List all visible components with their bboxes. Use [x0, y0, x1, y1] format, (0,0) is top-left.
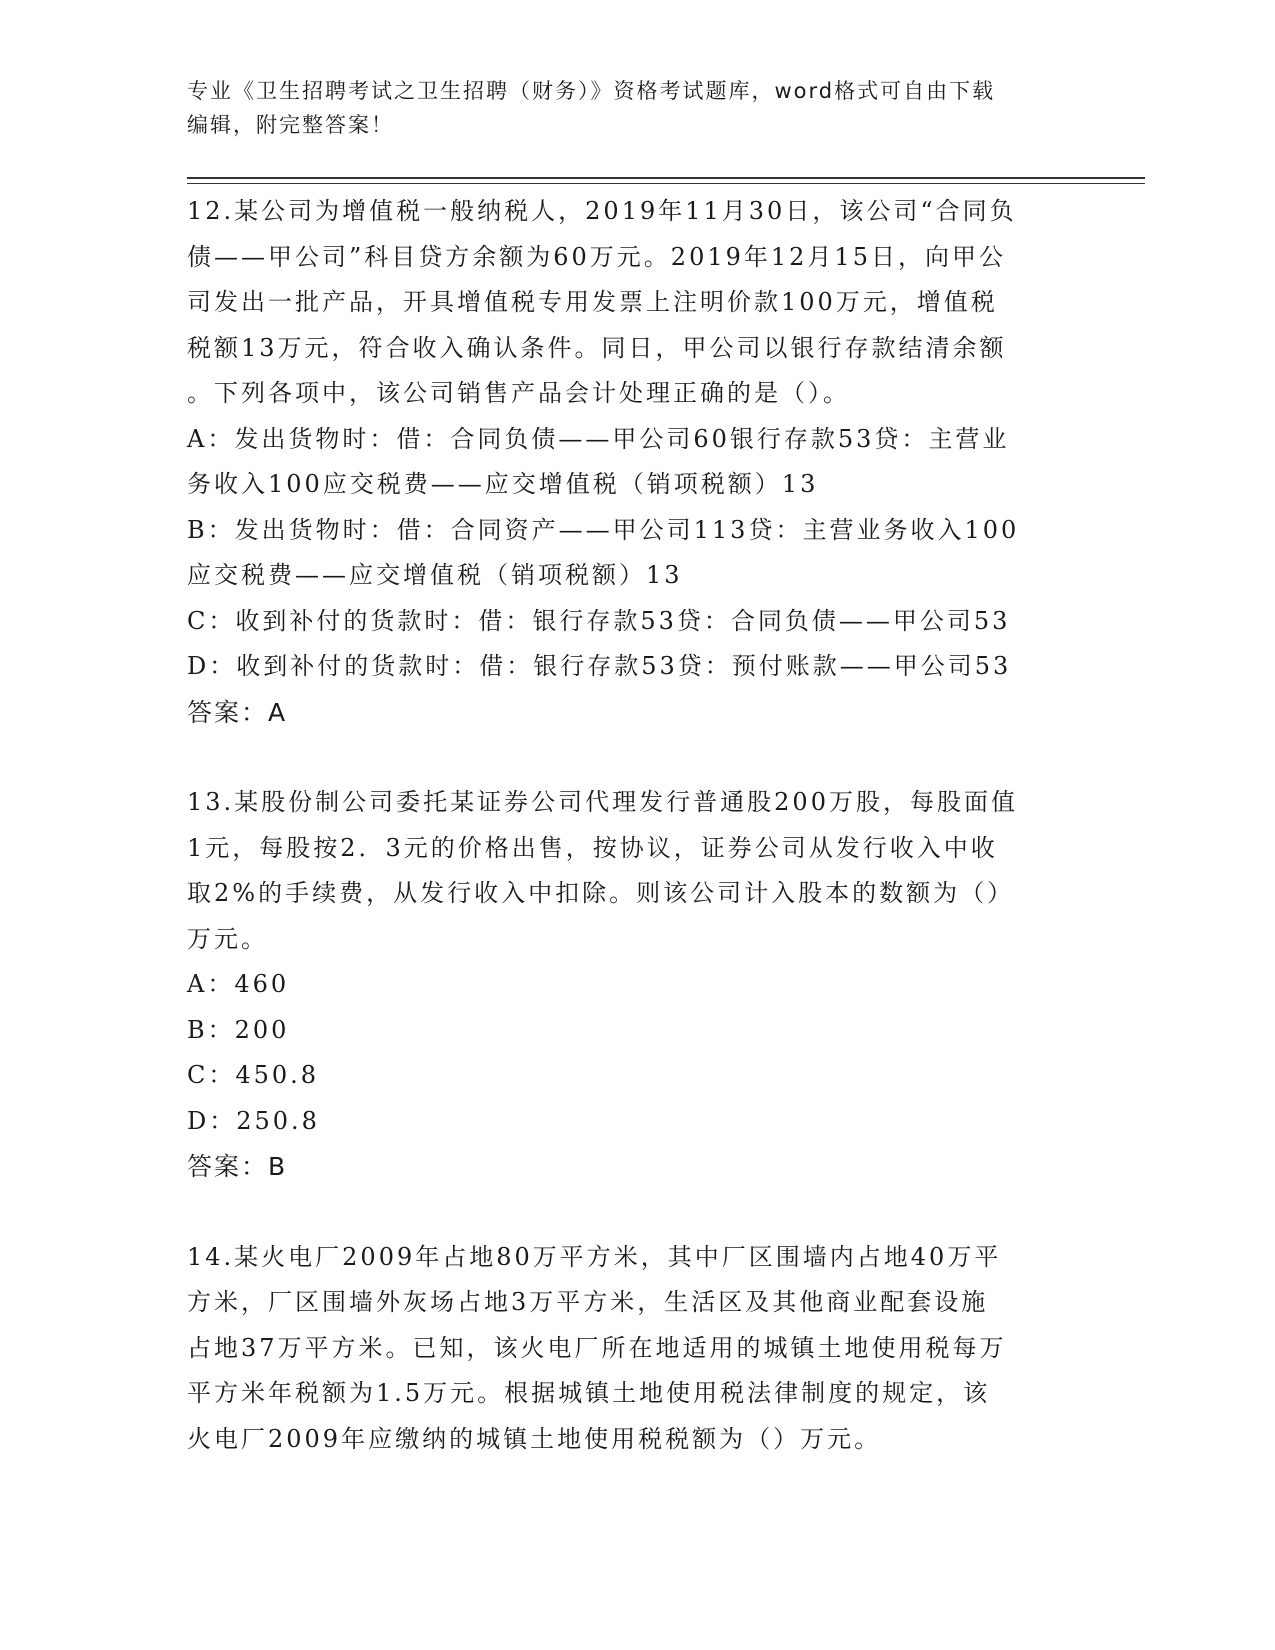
- question-stem-line: 方米，厂区围墙外灰场占地3万平方米，生活区及其他商业配套设施: [187, 1288, 989, 1316]
- document-body: [187, 189, 1087, 1462]
- option-c: C：450.8: [187, 1061, 320, 1089]
- option-d: D：250.8: [187, 1106, 320, 1135]
- option-a: A：460: [187, 970, 290, 998]
- question-stem-line: 1元，每股按2．3元的价格出售，按协议，证券公司从发行收入中收: [187, 833, 998, 862]
- question-stem-line: 占地37万平方米。已知，该火电厂所在地适用的城镇土地使用税每万: [187, 1333, 1007, 1362]
- question-spacer: [187, 1190, 1087, 1235]
- question-stem-line: 12.某公司为增值税一般纳税人，2019年11月30日，该公司“合同负: [187, 197, 1017, 225]
- header-line-2: 编辑，附完整答案！: [187, 113, 394, 137]
- question-stem-line: 万元。: [187, 924, 268, 953]
- option-d: D：收到补付的货款时：借：银行存款53贷：预付账款——甲公司53: [187, 652, 1012, 680]
- option-b: B：发出货物时：借：合同资产——甲公司113贷：主营业务收入100: [187, 515, 1020, 544]
- question-stem-line: 平方米年税额为1.5万元。根据城镇土地使用税法律制度的规定，该: [187, 1379, 991, 1407]
- question-stem-line: 司发出一批产品，开具增值税专用发票上注明价款100万元，增值税: [187, 288, 998, 316]
- answer-label: 答案：A: [187, 697, 288, 727]
- question-stem-line: 火电厂2009年应缴纳的城镇土地使用税税额为（）万元。: [187, 1424, 882, 1453]
- header-divider-thin: [187, 183, 1145, 184]
- option-a: 务收入100应交税费——应交增值税（销项税额）13: [187, 470, 819, 498]
- header-line-1: 专业《卫生招聘考试之卫生招聘（财务）》资格考试题库，word格式可自由下载: [187, 79, 996, 103]
- question-spacer: [187, 735, 1087, 780]
- option-a: A：发出货物时：借：合同负债——甲公司60银行存款53贷：主营业: [187, 424, 1010, 453]
- question-stem-line: 13.某股份制公司委托某证券公司代理发行普通股200万股，每股面值: [187, 788, 1018, 816]
- answer-label: 答案：B: [187, 1152, 288, 1181]
- question-12: [187, 189, 1087, 735]
- option-c: C：收到补付的货款时：借：银行存款53贷：合同负债——甲公司53: [187, 606, 1011, 635]
- header-divider-thick: [187, 177, 1145, 179]
- question-14: [187, 1235, 1087, 1463]
- option-b: 应交税费——应交增值税（销项税额）13: [187, 561, 683, 589]
- question-stem-line: 。下列各项中，该公司销售产品会计处理正确的是（）。: [187, 379, 850, 407]
- question-stem-line: 债——甲公司”科目贷方余额为60万元。2019年12月15日，向甲公: [187, 242, 1006, 271]
- option-b: B：200: [187, 1015, 290, 1044]
- document-header: [187, 74, 1087, 142]
- question-13: [187, 780, 1087, 1190]
- question-stem-line: 税额13万元，符合收入确认条件。同日，甲公司以银行存款结清余额: [187, 333, 1007, 362]
- question-stem-line: 取2%的手续费，从发行收入中扣除。则该公司计入股本的数额为（）: [187, 879, 1015, 907]
- question-stem-line: 14.某火电厂2009年占地80万平方米，其中厂区围墙内占地40万平: [187, 1242, 1002, 1271]
